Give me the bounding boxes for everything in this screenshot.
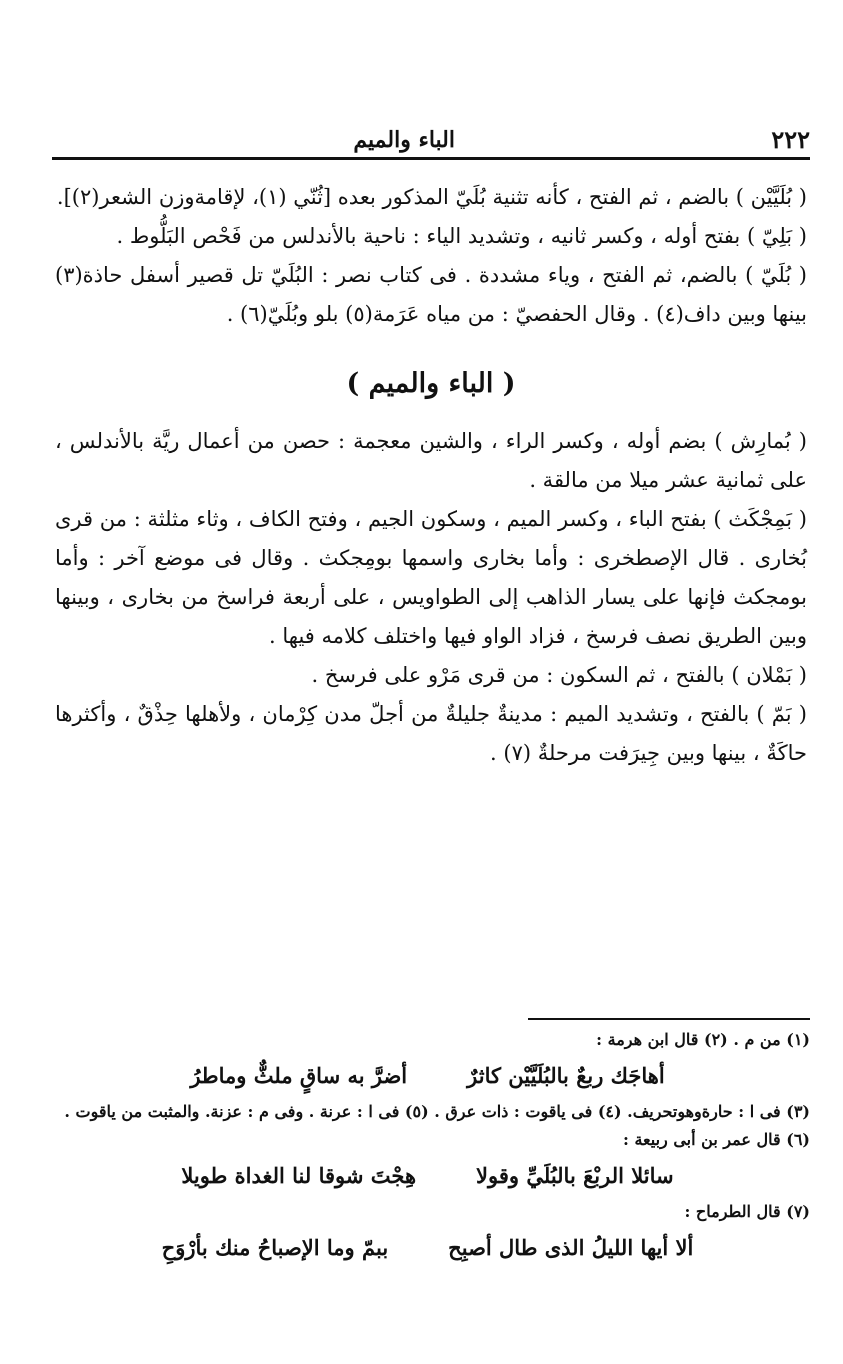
entry-bulayyayn: ( بُلَيَّيْن ) بالضم ، ثم الفتح ، كأنه تثنية بُلَيّ المذكور بعده [ثُنّي (١)، لإقامةوزن الشعر(٢)].: [56, 185, 807, 209]
running-title: الباء والميم: [353, 127, 455, 153]
footnote-line: (٣) فى ا : حارةوهوتحريف. (٤) فى ياقوت : ذات عرق . (٥) فى ا : عرنة . وفى م : عزنة. والمثبت من ياقوت . (٦) قال عمر بن أبى ربيعة :: [64, 1102, 810, 1149]
footnote-rule: [528, 1018, 810, 1020]
entry-bulayy: ( بُلَيّ ) بالضم، ثم الفتح ، وياء مشددة . فى كتاب نصر : البُلَيّ تل قصير أسفل حاذة(٣) بينها وبين داف(٤) . وقال الحفصيّ : من مياه عَرَمة(٥) بلو وبُلَيّ(٦) .: [55, 263, 807, 326]
footnote-line: (١) من م . (٢) قال ابن هرمة :: [596, 1030, 810, 1049]
footnote-line: (٧) قال الطرماح :: [684, 1202, 810, 1221]
entry-bamijkath: ( بَمِجْكَث ) بفتح الباء ، وكسر الميم ، وسكون الجيم ، وفتح الكاف ، وثاء مثلثة : من قرى بُخارى . قال الإصطخرى : وأما بخارى واسمها بومِجكث . وقال فى موضع آخر : وأما بومجكث فإنها على يسار الذاهب إلى الطواويس ، على أربعة فراسخ من بخارى ، وبينها وبين الطريق نصف فرسخ ، فزاد الواو فيها واختلف كلامه فيها .: [55, 507, 807, 648]
verse: [45, 1226, 810, 1270]
footnotes: [45, 1026, 810, 1270]
entry-bamlan: ( بَمْلان ) بالفتح ، ثم السكون : من قرى مَرْو على فرسخ .: [311, 663, 807, 687]
main-text: [55, 178, 807, 773]
entry-bumarish: ( بُمارِش ) بضم أوله ، وكسر الراء ، والشين معجمة : حصن من أعمال ريَّة بالأندلس ، على ثمانية عشر ميلا من مالقة .: [55, 429, 807, 492]
section-title: ( الباء والميم ): [346, 368, 516, 399]
entry-bamm: ( بَمّ ) بالفتح ، وتشديد الميم : مدينةٌ جليلةٌ من أجلّ مدن كِرْمان ، ولأهلها حِذْقٌ ، وأكثرها حاكَةٌ ، بينها وبين جِيرَفت مرحلةٌ (٧) .: [55, 702, 807, 765]
verse-hemistich: أضرَّ به ساقٍ ملثٌّ وماطرُ: [190, 1063, 408, 1088]
verse: [45, 1154, 810, 1198]
entry-baliyy: ( بَلِيّ ) بفتح أوله ، وكسر ثانيه ، وتشديد الياء : ناحية بالأندلس من فَحْص البَلُّوط .: [116, 224, 807, 248]
verse-hemistich: ألا أيها الليلُ الذى طال أصبِح: [448, 1235, 694, 1260]
page-number: ٢٢٢: [771, 125, 810, 154]
verse: [45, 1054, 810, 1098]
header-rule: [52, 157, 810, 160]
verse-hemistich: ببمّ وما الإصباحُ منك بأرْوَحِ: [161, 1235, 389, 1260]
verse-hemistich: سائلا الربْعَ بالبُلَيِّ وقولا: [476, 1163, 674, 1188]
verse-hemistich: هِجْتَ شوقا لنا الغداة طويلا: [181, 1163, 417, 1188]
page-header: [50, 125, 810, 159]
verse-hemistich: أهاجَك ربعٌ بالبُلَيَّيْن كاثرٌ: [467, 1063, 665, 1088]
